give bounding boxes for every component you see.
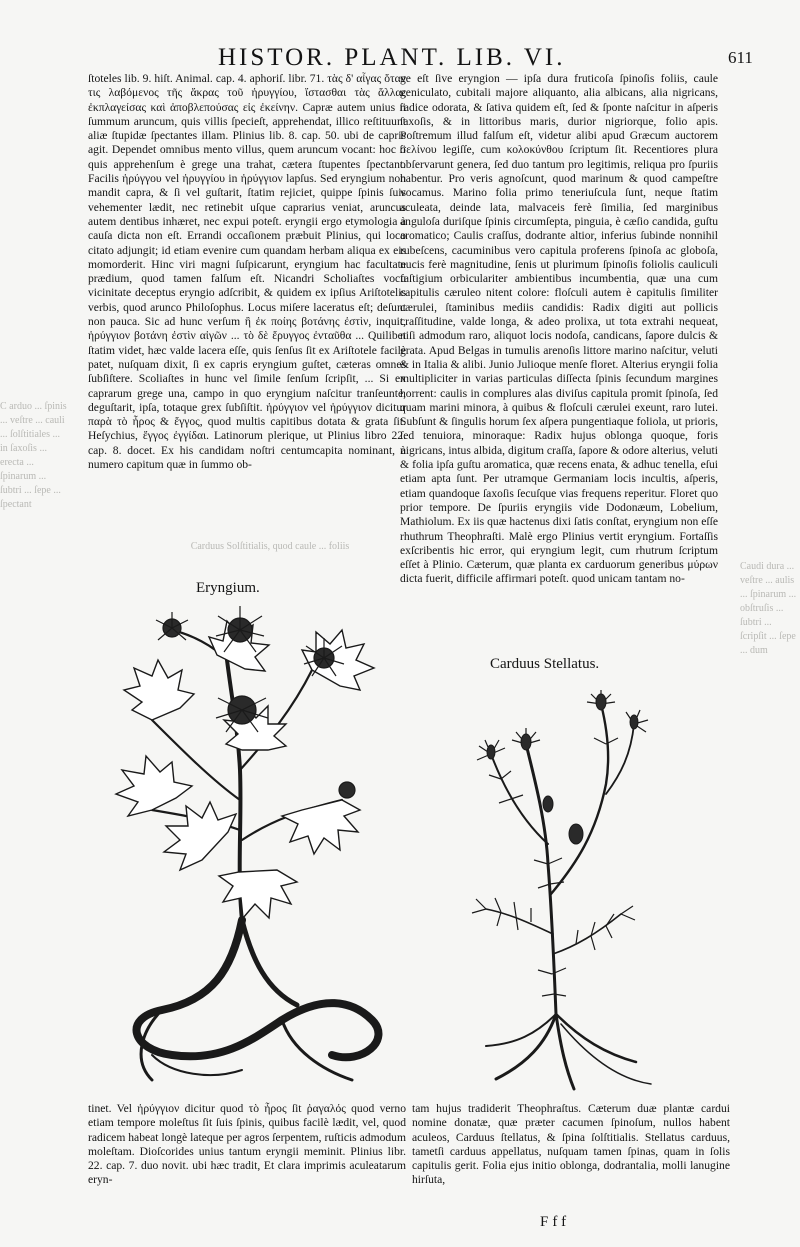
right-bottom-paragraph: tam hujus tradiderit Theophraſtus. Cæterum duæ plantæ cardui nomine donatæ, quæ præter cacumen ſpinoſum, nullos habent aculeos, Carduus ſtellatus, & ſpina ſolſtitialis. Stellatus carduus, tametſi carduus appellatus, nuſquam tamen ſpinas, quam in ſolis capitulis gerit. Folia ejus initio oblonga, dodrantalia, molli lanugine hirſuta, — [412, 1102, 730, 1187]
right-column-paragraph: ge eſt ſive eryngion — ipſa dura fruticoſa ſpinoſis foliis, caule geniculato, cubitali majore aliquanto, alia albicans, alia nigricans, radice odorata, & ſativa quidem eſt, ſed & ſponte naſcitur in aſperis ſaxoſis, & in littoribus maris, durior nigriorque, folio apis. Poſtremum illud falſum eſt, videtur alibi apud Græcum auctorem σελίνου legiſſe, cum κολοκύνθου ſcriptum ſit. Recentiores plura obſervarunt genera, ſed duo tantum pro legitimis, reliqua pro ſpuriis habentur. Pro veris agnoſcunt, quod marinum & quod campeſtre vocamus. Marino folia primo teneriuſcula ſunt, neque ſtatim aculeata, deinde lata, malvaceis ferè ſimilia, ſed marginibus anguloſa duriſque ſpinis circumſepta, pinguia, è cæſio candida, guſtu aromatico; Caulis craſſus, dodrante altior, inferius ſubinde nonnihil rubeſcens, cacuminibus vero capitula proferens ſpinoſa ac globoſa, nucis ferè magnitudine, ſenis ut plurimum ſpinoſis foliolis cauliculi faſtigium orbiculariter ambientibus incumbentia, quæ una cum capitulis cæruleo nitent colore: floſculi autem è capitulis ſimiliter cærulei, ſtaminibus mediis candidis: Radix digiti aut pollicis craſſitudine, valde longa, & adeo prolixa, ut tota extrahi nequeat, niſi admodum raro, aliquot locis nodoſa, candicans, ſapore dulcis & grata. Apud Belgas in tumulis arenoſis littore marino naſcitur, veluti & in Italia & alibi. Junio Julioque menſe floret. Alterius eryngii folia multipliciter in varias particulas diſſecta ſpinis ſecundum margines horrent: caulis in complures alas diviſus capitula promit ſpinoſa, ſed quam marini minora, à quibus & floſculi cærulei exeunt, raro lutei. Subſunt & ſingulis horum ſex aſpera pungentiaque foliola, ut prioris, ſed tenuiora, minoraque: Radix hujus oblonga quoque, foris nigricans, intus albida, digitum craſſa, ſapore & odore alterius, veluti & folia ipſa guſtu aromatica, quæ recens enata, & adhuc tenella, eſui etiam apta ſunt. Per utramque Germaniam locis incultis, aſperis, etiam quandoque ſaxoſis ſecuſque vias frequens reperitur. Floret quo prior tempore. De ſpuriis eryngiis vide Dodonæum, Lobelium, Mathiolum. Ex iis quæ hactenus dixi ſatis conſtat, eryngium non eſſe rhuthrum Theophraſti. Malè ergo Plinius vertit eryngium. Fortaſſis exſcribentis hic error, qui eryngium legit, cum rhutrum ſcriptum eſſet à Plinio. Cæterum, quæ planta ex carduorum generibus μύρων dicta fuerit, difficile affirmari poteſt. quod unicam tantam no- — [400, 72, 718, 586]
running-head: HISTOR. PLANT. LIB. VI. — [218, 44, 566, 71]
page-number: 611 — [728, 48, 753, 67]
eryngium-woodcut-illustration — [92, 600, 402, 1095]
show-through-middle: Carduus Solſtitialis, quod caule ... foliis — [190, 541, 350, 552]
left-column-paragraph: ſtoteles lib. 9. hiſt. Animal. cap. 4. aphoriſ. libr. 71. τὰς δ' αἶγας ὅταν τις λαβόμενος τῆς ἄκρας τοῦ ἠρυγγίου, ἵστασθαι τὰς ἄλλας ἐκπλαγείσας καὶ ἀποβλεπούσας εἰς ἐκείνην. Capræ autem unius ſi ſummum aruncum, quis villis ſpecieſt, apprehendat, illico reſtituunt aliæ ſtupidæ ſpectantes illam. Plinius lib. 8. cap. 50. ubi de capris agit. Dependet omnibus mento villus, quem aruncum vocant: hoc ſi quis apprehenſum è grege una trahat, cætera ſtupentes ſpectant. Facilis ἠρύγγου vel ἠρυγγίου in ἠρύγγιον lapſus. Sed eryngium non mandit capra, & ſi vel guſtarit, ſtatim rejiciet, quippe ſpinis ſuis vehementer lædit, nec retinebit uſque caprarius veniat, aruncus autem dentibus inhæret, nec expui poteſt. eryngii ergo etymologia à cauſa dicta non eſt. Errandi occaſionem præbuit Plinius, qui loco citato adjungit; id etiam evenire cum quandam herbam aliqua ex eis momorderit. Hinc viri magni ſuſpicarunt, eryngium hac facultate prædium, quod tamen falſum eſt. Nicandri Scholiaſtes vocu vicinitate deceptus eryngio adſcribit, & quidem ex ipſius Ariſtotelis verbis, quod arunco Philoſophus. Locus miſere laceratus eſt; deſunt non pauca. Sic ad hunc verſum ἢ ἐκ ποίης βοτάνης ἐστὶν, inquit, ἠρύγγιον βοτάνη ἐστὶν αἰγῶν ... τὸ δὲ ἔρυγγος ἐνταῦθα ... Quilibet ſtatim videt, hæc valde lacera eſſe, quis ſenſus ſit ex Ariſtotele facilè patet, nuſquam dixit, ſi ex capris eryngium guſtet, cæteras omnes ſubſiſtere. Scoliaſtes in hunc vel ſimile ſenſum ſcripſit, ... Si ex caprarum grege una, campo in quo eryngium naſcitur tranſeunte, deguſtarit, ipſa, totaque grex ſubſiſtit. ἠρύγγιον vel ἠρύγγιον dicitur παρὰ τὸ ἦρος & ἔγγος, quod multis capitibus dotata & grata ſit. Heſychius, ἔγγος ἐγγίδαι. Latinorum plerique, ut Plinius libro 22. cap. 8. docet. Ex his candidam noſtri centumcapita nominant, à numero capitum quæ in ſummo ob- — [88, 72, 406, 472]
left-bottom-paragraph: tinet. Vel ἠρύγγιον dicitur quod τὸ ἦρος ſit ῥαγαλός quod verno etiam tempore moleſtus ſit ſuis ſpinis, quibus facilè lædit, vel, quod radicem habeat longè lateque per agros ſerpentem, ruſticis admodum moleſtam. Dioſcorides unius tantum eryngii meminit. Plinius libr. 22. cap. 7. duo novit. ubi hæc tradit, Et clara imprimis aculeatarum eryn- — [88, 1102, 406, 1187]
show-through-left: C arduo ... ſpinis ... veſtre ... cauli ... ſolſtitiales ... in ſaxoſis ... erecta ... ſpinarum ... ſubtri ... ſepe ... ſpectant — [0, 401, 67, 510]
show-through-right: Caudi dura ... veſtre ... aulis ... ſpinarum ... obſtruſis ... ſubtri ... ſcripſit ... ſepe ... dum — [740, 561, 797, 656]
carduus-caption: Carduus Stellatus. — [490, 656, 600, 672]
eryngium-caption: Eryngium. — [196, 580, 260, 596]
page-header — [0, 38, 800, 74]
carduus-stellatus-woodcut-illustration — [456, 684, 666, 1094]
right-bottom-text — [412, 1102, 730, 1217]
left-column-text — [88, 72, 406, 590]
signature-mark: Fff — [540, 1214, 571, 1230]
left-bottom-text — [88, 1102, 406, 1217]
right-column-text — [400, 72, 718, 642]
